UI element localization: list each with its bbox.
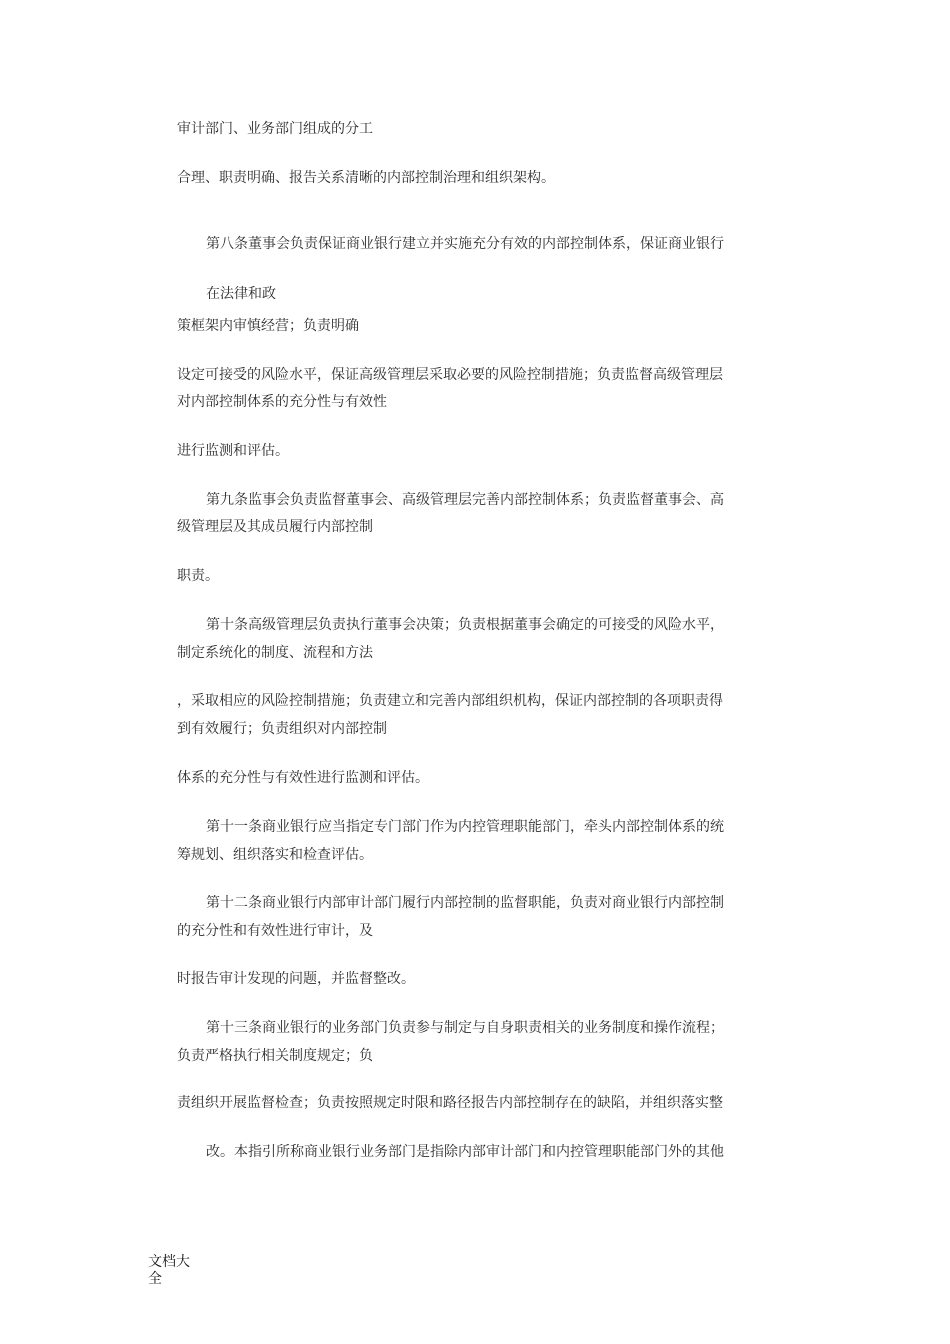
text-line: 时报告审计发现的问题，并监督整改。 [177, 971, 415, 987]
footer-label: 文档大全 [148, 1254, 190, 1287]
text-line: 审计部门、业务部门组成的分工 [177, 121, 373, 137]
text-line: 级管理层及其成员履行内部控制 [177, 519, 373, 535]
text-line: 第九条监事会负责监督董事会、高级管理层完善内部控制体系；负责监督董事会、高 [206, 492, 724, 508]
text-line: 在法律和政 [206, 286, 276, 302]
text-line: 改。本指引所称商业银行业务部门是指除内部审计部门和内控管理职能部门外的其他 [206, 1144, 724, 1160]
text-line: 责组织开展监督检查；负责按照规定时限和路径报告内部控制存在的缺陷，并组织落实整 [177, 1095, 723, 1111]
text-line: 负责严格执行相关制度规定；负 [177, 1048, 373, 1064]
text-line: 制定系统化的制度、流程和方法 [177, 645, 373, 661]
text-line: 筹规划、组织落实和检查评估。 [177, 847, 373, 863]
text-line: 合理、职责明确、报告关系清晰的内部控制治理和组织架构。 [177, 170, 555, 186]
text-line: 对内部控制体系的充分性与有效性 [177, 394, 387, 410]
text-line: 的充分性和有效性进行审计，及 [177, 923, 373, 939]
text-line: 进行监测和评估。 [177, 443, 289, 459]
text-line: 策框架内审慎经营；负责明确 [177, 318, 359, 334]
text-line: ，采取相应的风险控制措施；负责建立和完善内部组织机构，保证内部控制的各项职责得 [177, 693, 723, 709]
text-line: 到有效履行；负责组织对内部控制 [177, 721, 387, 737]
text-line: 第八条董事会负责保证商业银行建立并实施充分有效的内部控制体系，保证商业银行 [206, 236, 724, 252]
text-line: 第十一条商业银行应当指定专门部门作为内控管理职能部门，牵头内部控制体系的统 [206, 819, 724, 835]
text-line: 第十二条商业银行内部审计部门履行内部控制的监督职能，负责对商业银行内部控制 [206, 895, 724, 911]
text-line: 职责。 [177, 568, 219, 584]
text-line: 第十条高级管理层负责执行董事会决策；负责根据董事会确定的可接受的风险水平， [206, 617, 724, 633]
text-line: 第十三条商业银行的业务部门负责参与制定与自身职责相关的业务制度和操作流程； [206, 1020, 724, 1036]
text-line: 设定可接受的风险水平，保证高级管理层采取必要的风险控制措施；负责监督高级管理层 [177, 367, 723, 383]
text-line: 体系的充分性与有效性进行监测和评估。 [177, 770, 429, 786]
